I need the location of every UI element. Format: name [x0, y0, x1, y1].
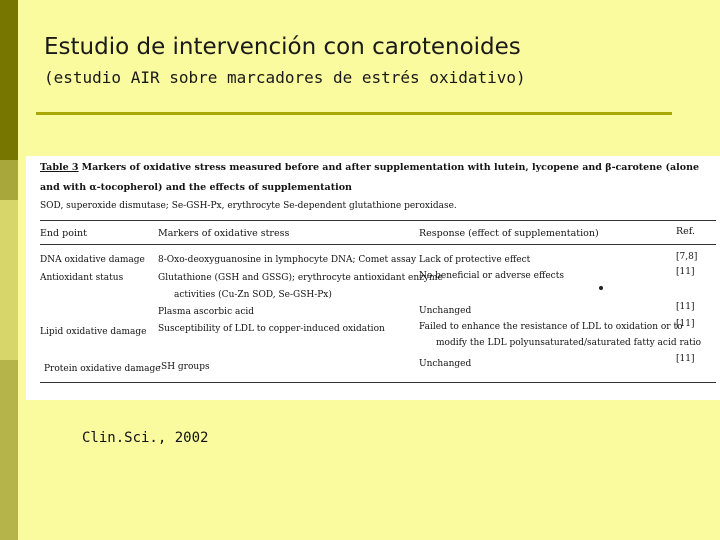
table-cell-ref: [11] — [676, 302, 695, 312]
header-markers: Markers of oxidative stress — [158, 228, 290, 239]
table-cell-markers: -SH groups — [158, 362, 210, 372]
table-abbreviations: SOD, superoxide dismutase; Se-GSH-Px, erythrocyte Se-dependent glutathione peroxidase. — [40, 201, 457, 211]
table-cell-response: Failed to enhance the resistance of LDL to oxidation or to — [419, 322, 683, 332]
sidebar-stripe-mid — [0, 160, 18, 200]
table-cell-endpoint: DNA oxidative damage — [40, 255, 145, 265]
scan-speck — [599, 286, 603, 290]
table-cell-markers: 8-Oxo-deoxyguanosine in lymphocyte DNA; Comet assay — [158, 255, 417, 265]
table-cell-response: No beneficial or adverse effects — [419, 271, 564, 281]
slide-title: Estudio de intervención con carotenoides — [44, 34, 521, 60]
source-citation: Clin.Sci., 2002 — [82, 430, 209, 446]
table-cell-markers: Susceptibility of LDL to copper-induced oxidation — [158, 324, 385, 334]
table-cell-response: Lack of protective effect — [419, 255, 531, 265]
table-bottom-rule — [40, 382, 716, 383]
table-figure — [26, 156, 720, 400]
table-cell-endpoint: Protein oxidative damage — [44, 364, 161, 374]
header-ref: Ref. — [676, 226, 695, 237]
table-label: Table 3 — [40, 162, 79, 173]
table-cell-endpoint: Lipid oxidative damage — [40, 327, 147, 337]
table-cell-response: Unchanged — [419, 306, 472, 316]
table-cell-ref: [11] — [676, 354, 695, 364]
table-header-rule — [40, 244, 716, 245]
table-cell-ref: [11] — [676, 267, 695, 277]
sidebar-stripe-bottom — [0, 360, 18, 540]
table-cell-markers: Plasma ascorbic acid — [158, 307, 255, 317]
table-caption-text: Markers of oxidative stress measured before and after supplementation with lutein, lycopene and β-carotene (alone — [81, 162, 700, 173]
slide-subtitle: (estudio AIR sobre marcadores de estrés oxidativo) — [44, 68, 526, 87]
table-caption-line-1 — [40, 162, 699, 173]
table-top-rule — [40, 220, 716, 221]
table-cell-response: modify the LDL polyunsaturated/saturated fatty acid ratio — [436, 338, 702, 348]
table-cell-response: Unchanged — [419, 359, 472, 369]
header-end-point: End point — [40, 228, 87, 239]
table-cell-markers: Glutathione (GSH and GSSG); erythrocyte antioxidant enzyme — [158, 273, 443, 283]
table-cell-markers: activities (Cu-Zn SOD, Se-GSH-Px) — [174, 290, 332, 300]
sidebar-stripe-light — [0, 200, 18, 360]
header-response: Response (effect of supplementation) — [419, 228, 599, 239]
table-caption-line-2: and with α-tocopherol) and the effects of supplementation — [40, 182, 352, 193]
title-divider — [36, 112, 672, 115]
sidebar-stripe-dark — [0, 0, 18, 160]
table-cell-ref: [11] — [676, 319, 695, 329]
table-cell-ref: [7,8] — [676, 252, 698, 262]
table-cell-endpoint: Antioxidant status — [40, 273, 124, 283]
